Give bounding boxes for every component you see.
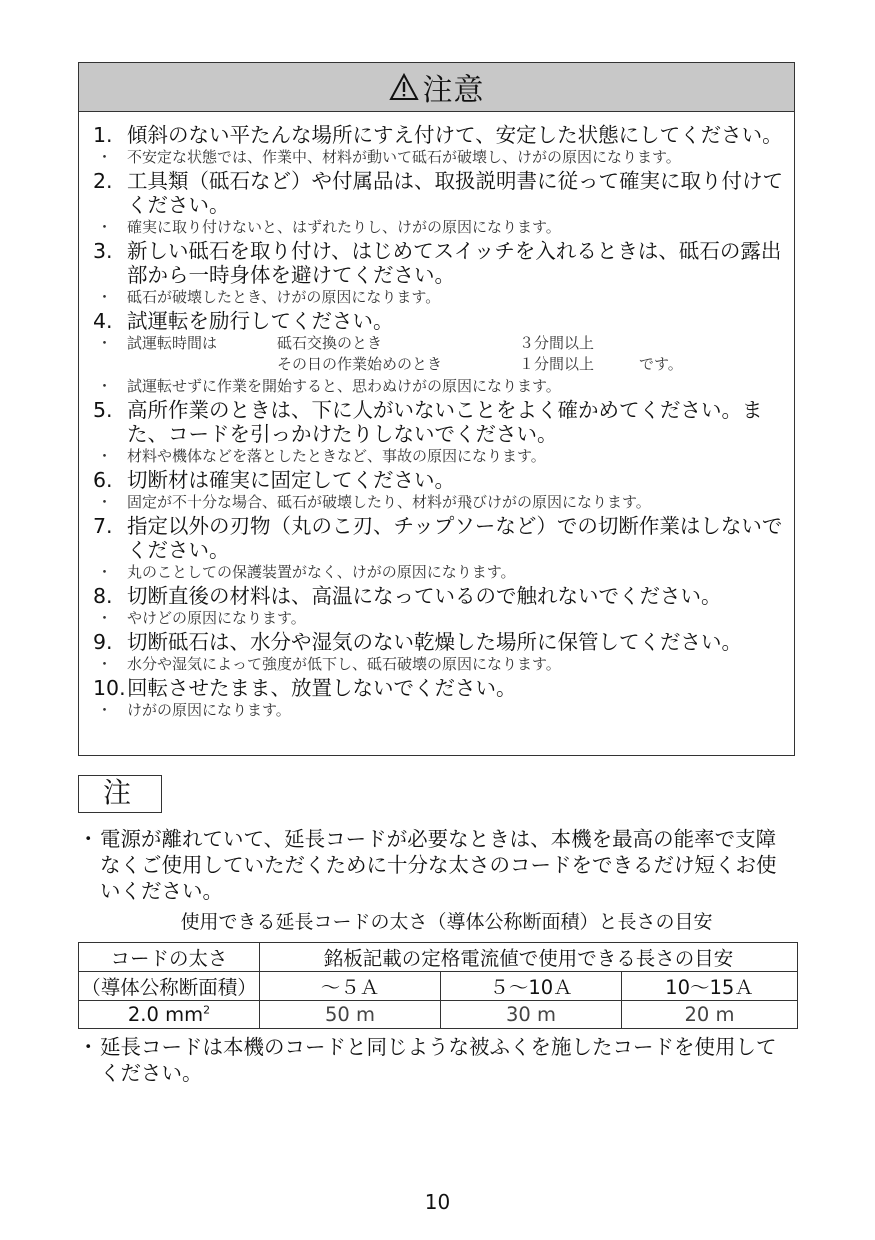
cell-v2: 30 m: [441, 1001, 622, 1029]
caution-note: ・ 材料や機体などを落としたときなど、事故の原因になります。: [97, 447, 546, 465]
caution-note: ・ 確実に取り付けないと、はずれたりし、けがの原因になります。: [97, 218, 561, 236]
caution-note: ・ 砥石が破壊したとき、けがの原因になります。: [97, 288, 441, 306]
header-col-1: ～５Ａ: [260, 972, 441, 1001]
cell-size: 2.0 $mm^2$: [79, 1001, 260, 1029]
header-col-3: 10～15Ａ: [622, 972, 798, 1001]
cord-table: [78, 942, 798, 1029]
cell-v1: 50 m: [260, 1001, 441, 1029]
caution-note: ・ 固定が不十分な場合、砥石が破壊したり、材料が飛びけがの原因になります。: [97, 493, 651, 511]
caution-note: ・ けがの原因になります。: [97, 701, 291, 719]
header-length-group: 銘板記載の定格電流値で使用できる長さの目安: [260, 943, 798, 972]
caution-list: [79, 123, 794, 722]
header-col-2: ５～10Ａ: [441, 972, 622, 1001]
header-cord-size: コードの太さ: [79, 943, 260, 972]
caution-item: 9. 切断砥石は、水分や湿気のない乾燥した場所に保管してください。: [93, 630, 742, 654]
caution-box: [78, 62, 795, 756]
caution-header: [79, 63, 794, 112]
caution-note: ・ 丸のことしての保護装置がなく、けがの原因になります。: [97, 563, 516, 581]
page-number: 10: [424, 1190, 451, 1214]
caution-item: 4. 試運転を励行してください。: [93, 309, 394, 333]
caution-item: 7. 指定以外の刃物（丸のこ刃、チップソーなど）での切断作業はしないでください。: [93, 514, 783, 562]
caution-note: ・ 不安定な状態では、作業中、材料が動いて砥石が破壊し、けがの原因になります。: [97, 148, 681, 166]
caution-item: 5. 高所作業のときは、下に人がいないことをよく確かめてください。また、コードを引っかけたりしないでください。: [93, 398, 763, 446]
trial-schedule: ・ 試運転時間は 砥石交換のとき ３分間以上 その日の作業始めのとき １分間以上 です。: [97, 334, 683, 373]
caution-title: 注意: [422, 73, 485, 108]
caution-item: 3. 新しい砥石を取り付け、はじめてスイッチを入れるときは、砥石の露出部から一時身体を避けてください。: [93, 239, 782, 287]
trial-label: 試運転時間は: [127, 334, 218, 352]
caution-item: 2. 工具類（砥石など）や付属品は、取扱説明書に従って確実に取り付けてください。: [93, 169, 783, 217]
header-cord-area: （導体公称断面積）: [79, 972, 260, 1001]
caution-note: ・ 水分や湿気によって強度が低下し、砥石破壊の原因になります。: [97, 655, 561, 673]
caution-item: 8. 切断直後の材料は、高温になっているので触れないでください。: [93, 584, 722, 608]
note-paragraph: ・ 延長コードは本機のコードと同じような被ふくを施したコードを使用して ください。: [78, 1035, 777, 1085]
note-paragraph: ・ 電源が離れていて、延長コードが必要なときは、本機を最高の能率で支障 なくご使用していただくために十分な太さのコードをできるだけ短くお使 いください。: [78, 827, 777, 903]
cell-v3: 20 m: [622, 1001, 798, 1029]
caution-note: ・ やけどの原因になります。: [97, 609, 306, 627]
caution-item: 6. 切断材は確実に固定してください。: [93, 468, 455, 492]
note-label: 注: [78, 775, 162, 813]
table-caption: 使用できる延長コードの太さ（導体公称断面積）と長さの目安: [180, 911, 713, 933]
table-row: [79, 1001, 798, 1029]
caution-item: 1. 傾斜のない平たんな場所にすえ付けて、安定した状態にしてください。: [93, 123, 783, 147]
caution-note: ・ 試運転せずに作業を開始すると、思わぬけがの原因になります。: [97, 377, 561, 395]
caution-item: 10. 回転させたまま、放置しないでください。: [93, 676, 517, 700]
warning-triangle-icon: [389, 73, 419, 101]
